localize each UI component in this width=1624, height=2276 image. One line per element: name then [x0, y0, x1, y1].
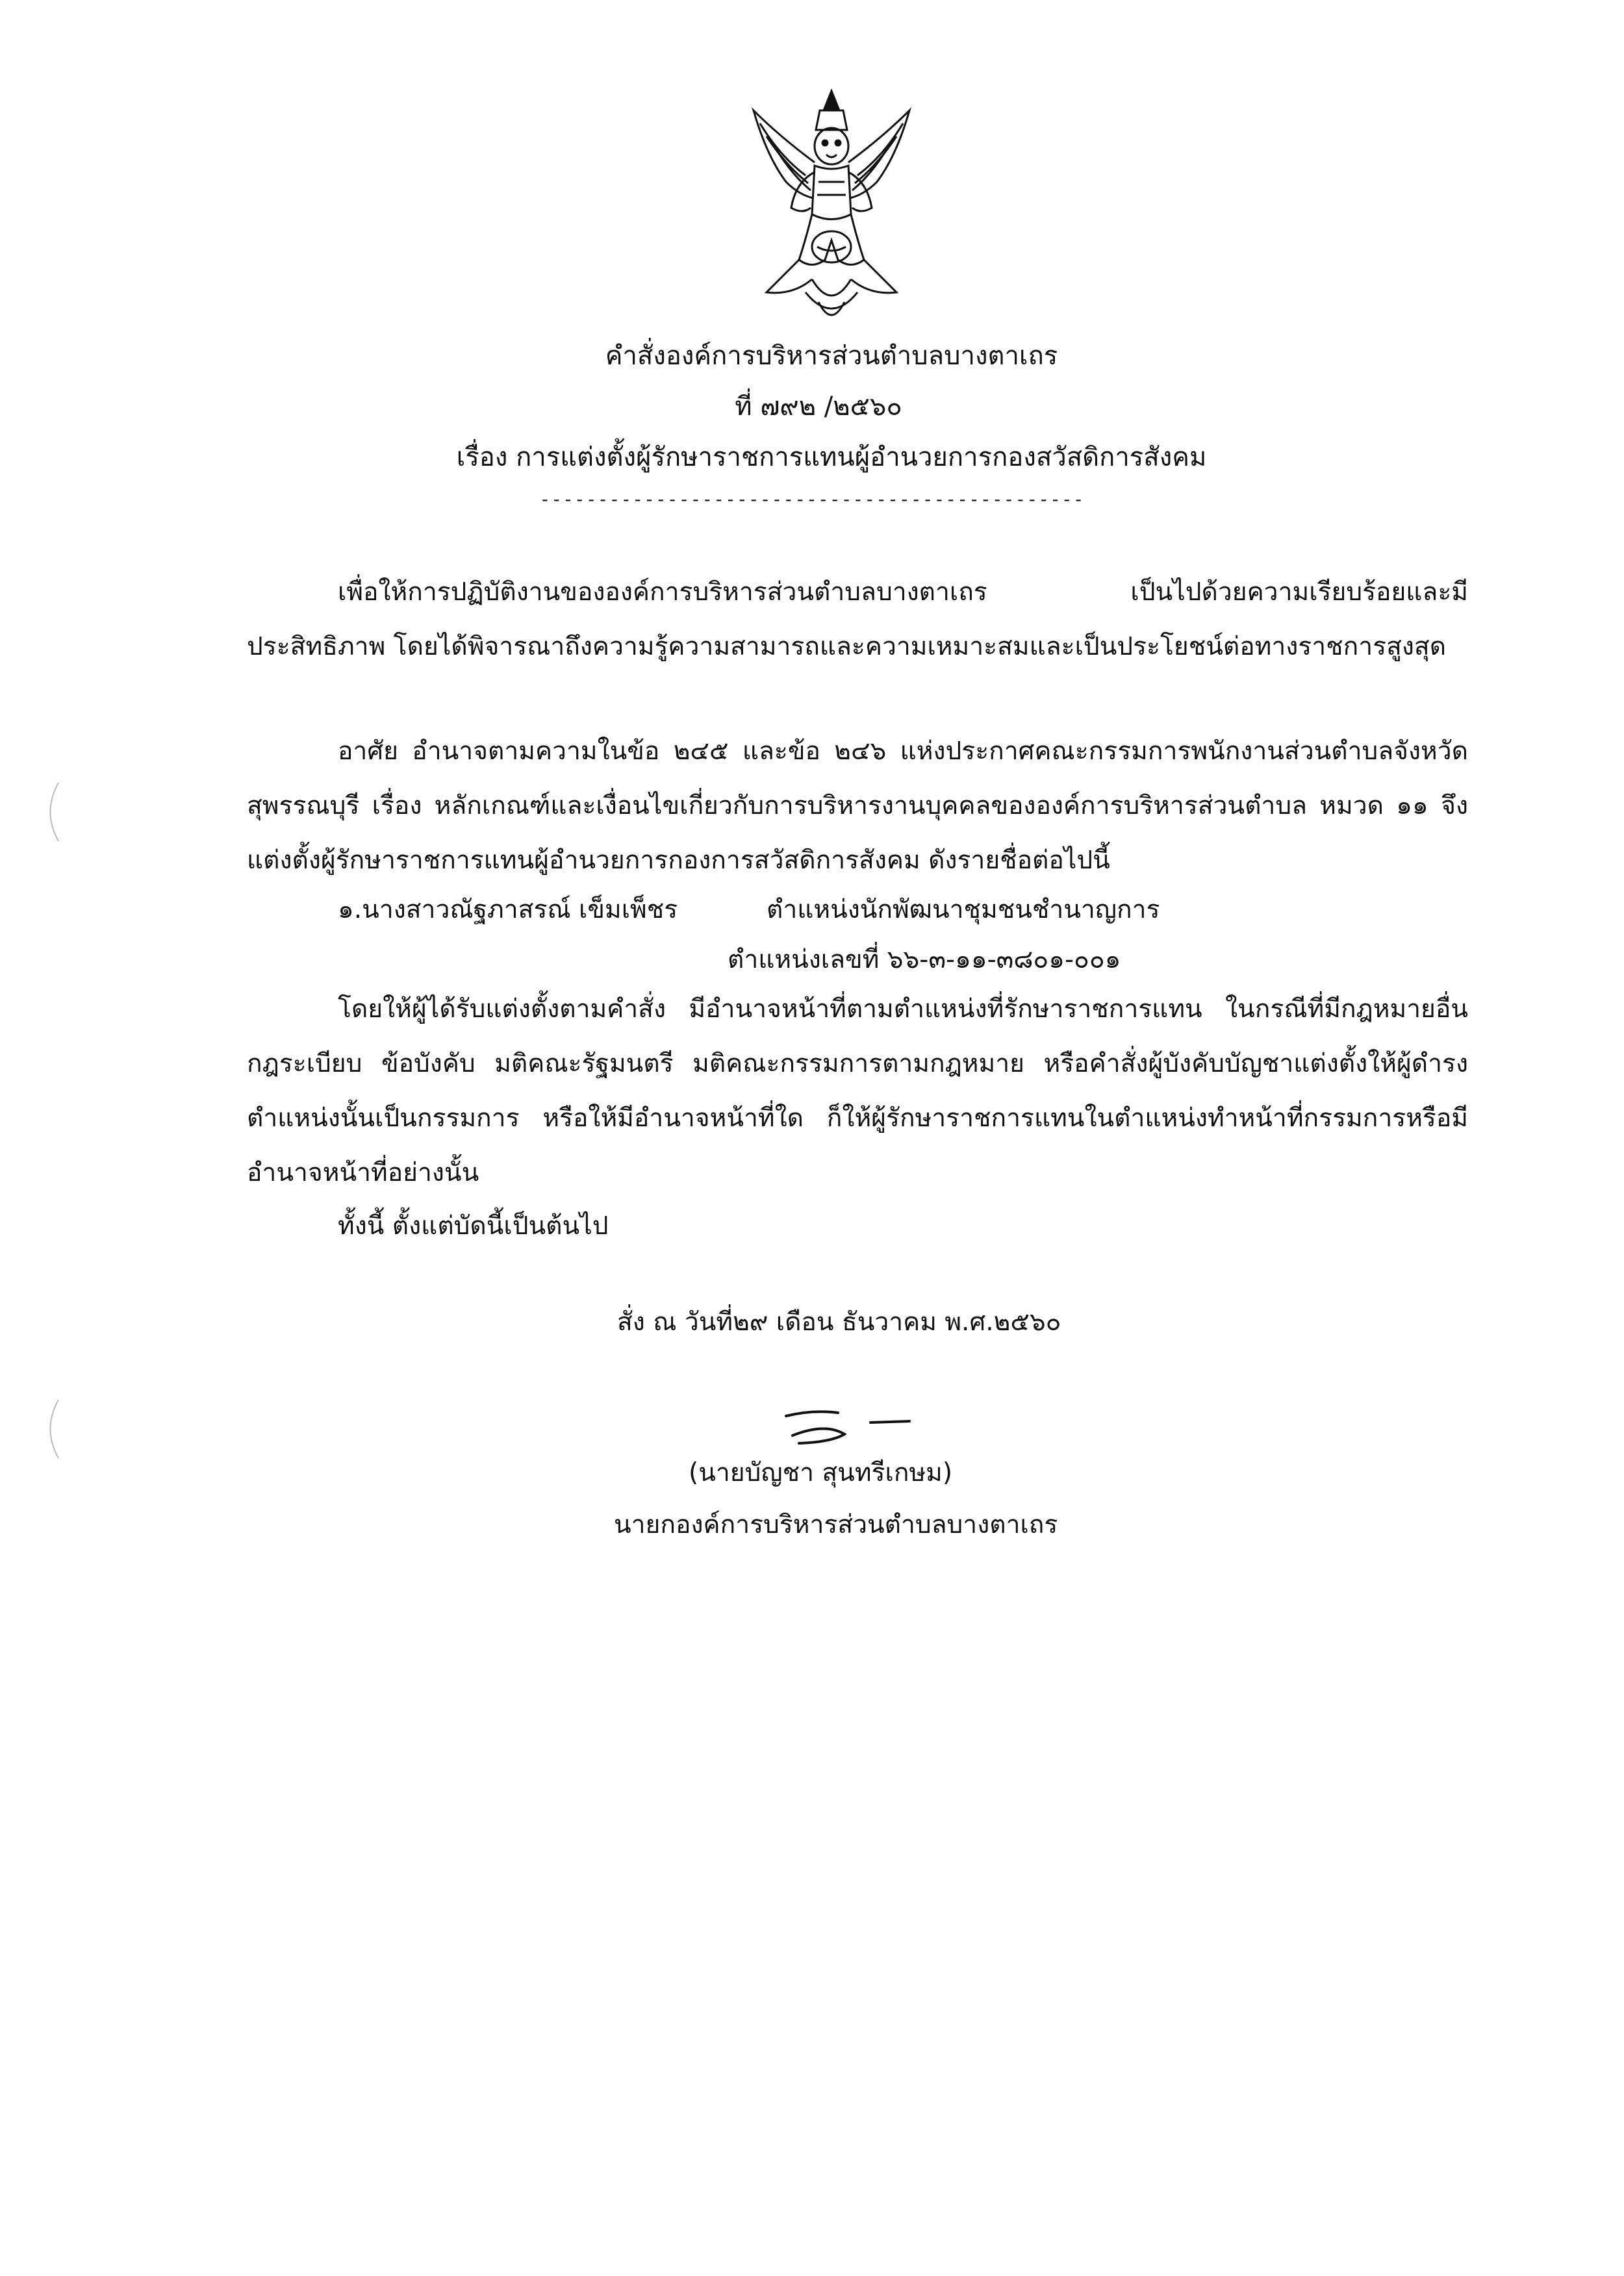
punch-hole-mark: [39, 779, 65, 844]
handwritten-signature: [773, 1397, 981, 1455]
paragraph-duties: [247, 982, 1468, 1200]
paragraph-effective: ทั้งนี้ ตั้งแต่บัดนี้เป็นต้นไป: [338, 1211, 609, 1241]
paragraph-purpose: [247, 565, 1468, 674]
paragraph-authority: [247, 724, 1468, 888]
signer-title: นายกองค์การบริหารส่วนตำบลบางตาเถร: [614, 1510, 1058, 1539]
garuda-emblem-icon: [741, 84, 922, 331]
paragraph-authority-text: อาศัย อำนาจตามความในข้อ ๒๔๕ และข้อ ๒๔๖ แห่งประกาศคณะกรรมการพนักงานส่วนตำบลจังหวัดสุพรรณบุรี เรื่อง หลักเกณฑ์และเงื่อนไขเกี่ยวกับการบริหารงานบุคคลขององค์การบริหารส่วนตำบล หมวด ๑๑ จึงแต่งตั้งผู้รักษาราชการแทนผู้อำนวยการกองการสวัสดิการสังคม ดังรายชื่อต่อไปนี้: [247, 737, 1468, 875]
header-separator: -----------------------------------------------: [539, 488, 1085, 510]
order-number: ที่ ๗๙๒ /๒๕๖๐: [735, 392, 902, 422]
order-date: สั่ง ณ วันที่๒๙ เดือน ธันวาคม พ.ศ.๒๕๖๐: [617, 1308, 1061, 1337]
paragraph-duties-text: โดยให้ผู้ได้รับแต่งตั้งตามคำสั่ง มีอำนาจหน้าที่ตามตำแหน่งที่รักษาราชการแทน ในกรณีที่มีกฎหมายอื่น กฎระเบียบ ข้อบังคับ มติคณะรัฐมนตรี มติคณะกรรมการตามกฎหมาย หรือคำสั่งผู้บังคับบัญชาแต่งตั้งให้ผู้ดำรงตำแหน่งนั้นเป็นกรรมการ หรือให้มีอำนาจหน้าที่ใด ก็ให้ผู้รักษาราชการแทนในตำแหน่งทำหน้าที่กรรมการหรือมีอำนาจหน้าที่อย่างนั้น: [247, 994, 1468, 1187]
appointee-position: ตำแหน่งนักพัฒนาชุมชนชำนาญการ: [767, 895, 1160, 924]
appointee-name: ๑.นางสาวณัฐภาสรณ์ เข็มเพ็ชร: [338, 895, 678, 924]
appointee-position-number: ตำแหน่งเลขที่ ๖๖-๓-๑๑-๓๘๐๑-๐๐๑: [728, 945, 1121, 974]
paragraph-purpose-text: เพื่อให้การปฏิบัติงานขององค์การบริหารส่วนตำบลบางตาเถร เป็นไปด้วยความเรียบร้อยและมีประสิทธิภาพ โดยได้พิจารณาถึงความรู้ความสามารถและความเหมาะสมและเป็นประโยชน์ต่อทางราชการสูงสุด: [247, 577, 1468, 661]
signer-name: (นายบัญชา สุนทรีเกษม): [689, 1458, 953, 1487]
order-subject: เรื่อง การแต่งตั้งผู้รักษาราชการแทนผู้อำนวยการกองสวัสดิการสังคม: [456, 442, 1207, 472]
punch-hole-mark: [39, 1397, 65, 1461]
order-issuer: คำสั่งองค์การบริหารส่วนตำบลบางตาเถร: [605, 341, 1058, 371]
